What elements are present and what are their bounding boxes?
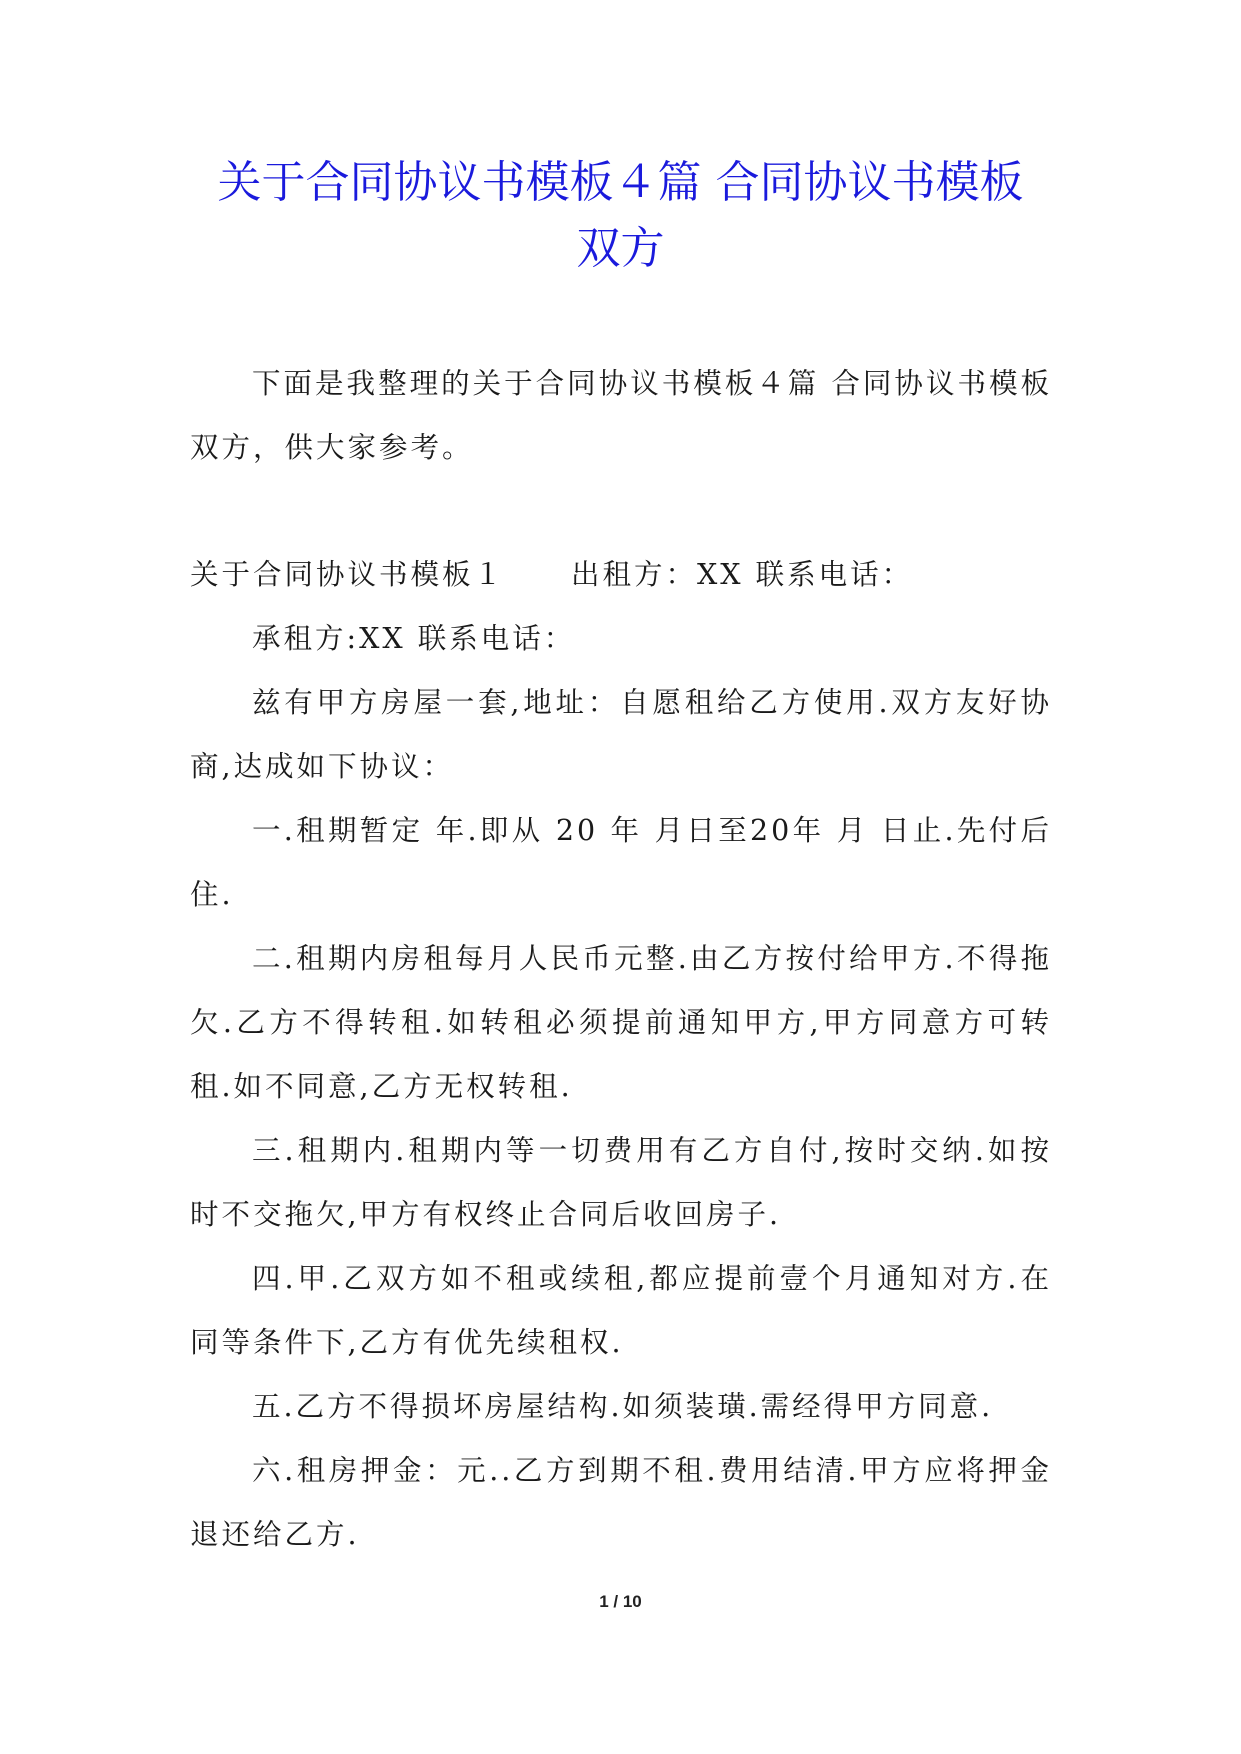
clause-3: 三.租期内.租期内等一切费用有乙方自付,按时交纳.如按时不交拖欠,甲方有权终止合同后收回房子. xyxy=(190,1134,1052,1231)
clause-2: 二.租期内房租每月人民币元整.由乙方按付给甲方.不得拖欠.乙方不得转租.如转租必须提前通知甲方,甲方同意方可转租.如不同意,乙方无权转租. xyxy=(190,942,1052,1103)
page-number: 1 / 10 xyxy=(599,1592,642,1611)
section-heading: 关于合同协议书模板１ xyxy=(190,558,506,591)
lessor-line: 出租方：XX 联系电话： xyxy=(571,558,914,591)
clause-1: 一.租期暂定 年.即从 20 年 月日至20年 月 日止.先付后住. xyxy=(190,814,1052,911)
document-title xyxy=(150,150,1091,282)
clause-5: 五.乙方不得损坏房屋结构.如须装璜.需经得甲方同意. xyxy=(252,1390,994,1423)
section-heading-row xyxy=(190,543,1052,607)
intro-paragraph: 下面是我整理的关于合同协议书模板４篇 合同协议书模板双方，供大家参考。 xyxy=(190,367,1052,464)
agreement-intro-paragraph: 兹有甲方房屋一套,地址：自愿租给乙方使用.双方友好协商,达成如下协议： xyxy=(190,686,1052,783)
tenant-line: 承租方:XX 联系电话： xyxy=(252,622,576,655)
title-line-2: 双方 xyxy=(576,223,665,274)
clause-4: 四.甲.乙双方如不租或续租,都应提前壹个月通知对方.在同等条件下,乙方有优先续租权. xyxy=(190,1262,1052,1359)
title-line-1: 关于合同协议书模板４篇 合同协议书模板 xyxy=(217,157,1024,208)
clause-6: 六.租房押金：元..乙方到期不租.费用结清.甲方应将押金退还给乙方. xyxy=(190,1454,1052,1551)
